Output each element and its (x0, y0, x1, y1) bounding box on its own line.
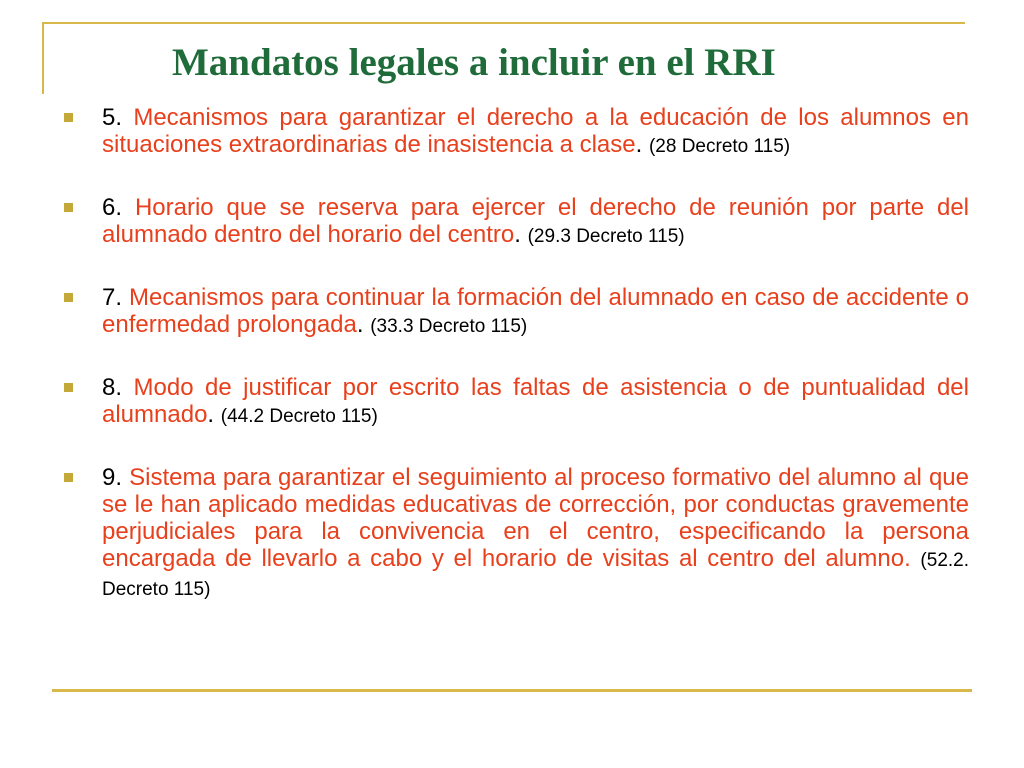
item-text: Mecanismos para garantizar el derecho a la educación de los alumnos en situaciones extraordinarias de inasistencia a clase (102, 104, 970, 158)
square-bullet-icon (64, 473, 73, 482)
slide-title: Mandatos legales a incluir en el RRI (172, 41, 776, 84)
item-reference: (33.3 Decreto 115) (370, 316, 528, 337)
item-number: 7. (102, 284, 123, 311)
item-punctuation: . (514, 221, 521, 248)
item-number: 6. (102, 194, 123, 221)
list-item-8 (64, 374, 969, 430)
list-item-7 (64, 284, 969, 340)
item-text: Modo de justificar por escrito las faltas de asistencia o de puntualidad del alumnado (102, 374, 969, 428)
item-reference: (28 Decreto 115) (648, 136, 791, 157)
item-reference: (44.2 Decreto 115) (220, 406, 378, 427)
item-punctuation: . (635, 131, 643, 158)
list-item-9 (64, 464, 969, 603)
item-text: Horario que se reserva para ejercer el derecho de reunión por parte del alumnado dentro del horario del centro (102, 194, 969, 248)
item-reference: (52.2. Decreto 115) (102, 550, 970, 600)
bottom-rule (52, 689, 972, 692)
item-punctuation: . (356, 311, 364, 338)
list-item-5 (64, 104, 969, 160)
item-text: Sistema para garantizar el seguimiento al proceso formativo del alumno al que se le han aplicado medidas educativas de corrección, por conductas gravemente perjudiciales para la convivencia en el centro, especificando la persona encargada de llevarlo a cabo y el horario de visitas al centro del alumno. (102, 464, 969, 572)
list-item-6 (64, 194, 969, 250)
square-bullet-icon (64, 383, 73, 392)
item-number: 5. (102, 104, 123, 131)
item-text: Mecanismos para continuar la formación del alumnado en caso de accidente o enfermedad prolongada (102, 284, 970, 338)
square-bullet-icon (64, 113, 73, 122)
item-punctuation: . (207, 401, 215, 428)
item-number: 8. (102, 374, 123, 401)
item-number: 9. (102, 464, 123, 491)
left-rule (42, 22, 44, 94)
square-bullet-icon (64, 203, 73, 212)
top-rule (42, 22, 965, 24)
mandate-list (64, 104, 969, 637)
item-reference: (29.3 Decreto 115) (527, 226, 685, 247)
square-bullet-icon (64, 293, 73, 302)
